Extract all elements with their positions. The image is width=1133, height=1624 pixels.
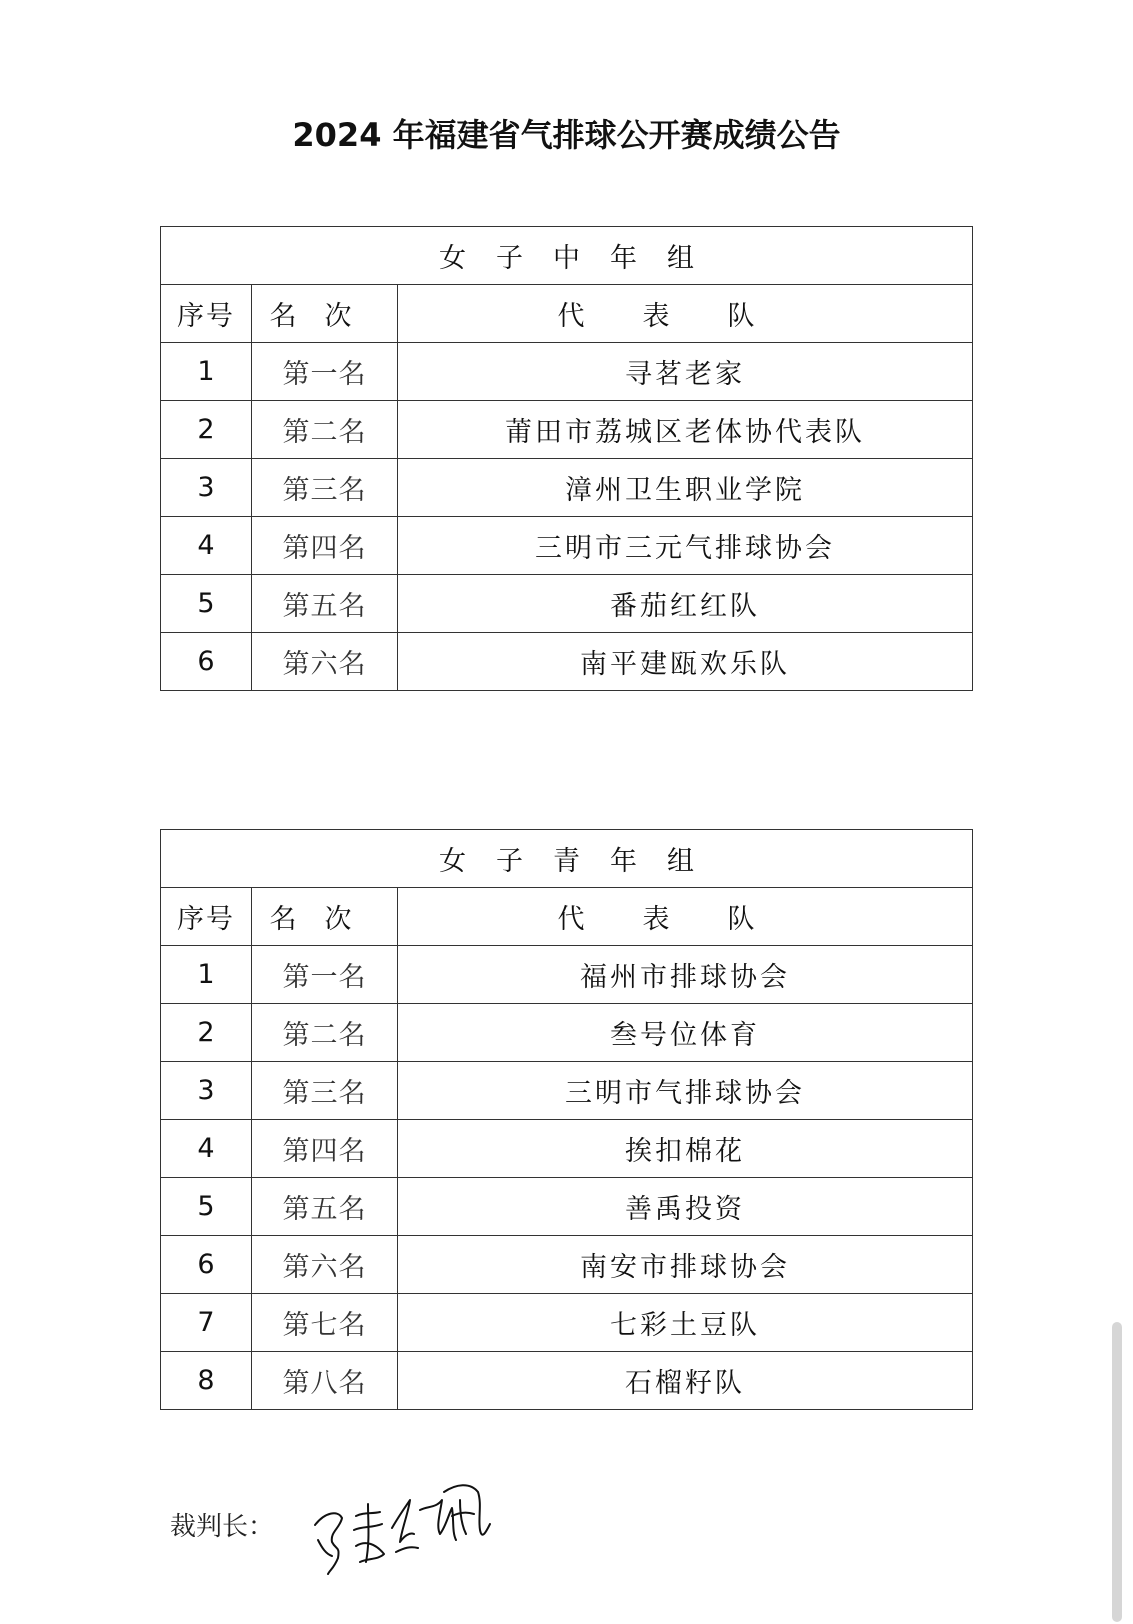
table-row [161, 401, 973, 459]
row-place: 第五名 [252, 1178, 398, 1236]
row-team: 莆田市荔城区老体协代表队 [398, 401, 973, 459]
table-group-row [161, 830, 973, 888]
row-seq: 5 [161, 575, 252, 633]
row-place: 第一名 [252, 343, 398, 401]
row-place: 第七名 [252, 1294, 398, 1352]
row-team: 三明市气排球协会 [398, 1062, 973, 1120]
row-seq: 5 [161, 1178, 252, 1236]
row-place: 第一名 [252, 946, 398, 1004]
row-team: 石榴籽队 [398, 1352, 973, 1410]
header-team: 代表队 [398, 285, 973, 343]
document-title: 2024 年福建省气排球公开赛成绩公告 [292, 116, 841, 154]
row-place: 第二名 [252, 1004, 398, 1062]
row-seq: 1 [161, 343, 252, 401]
header-place: 名次 [252, 888, 398, 946]
row-team: 南平建瓯欢乐队 [398, 633, 973, 691]
row-seq: 4 [161, 517, 252, 575]
row-place: 第三名 [252, 459, 398, 517]
table-row [161, 1178, 973, 1236]
header-place: 名次 [252, 285, 398, 343]
row-place: 第二名 [252, 401, 398, 459]
row-team: 挨扣棉花 [398, 1120, 973, 1178]
row-seq: 2 [161, 1004, 252, 1062]
row-seq: 3 [161, 459, 252, 517]
row-seq: 8 [161, 1352, 252, 1410]
referee-signature [310, 1470, 500, 1580]
row-team: 寻茗老家 [398, 343, 973, 401]
row-place: 第六名 [252, 633, 398, 691]
results-table-middle-aged [160, 226, 973, 691]
table-row [161, 1062, 973, 1120]
table-row [161, 517, 973, 575]
row-seq: 6 [161, 633, 252, 691]
table-row [161, 1294, 973, 1352]
results-table-youth [160, 829, 973, 1410]
table-header-row [161, 285, 973, 343]
row-seq: 6 [161, 1236, 252, 1294]
group-title: 女子中年组 [161, 227, 973, 285]
row-seq: 2 [161, 401, 252, 459]
table-row [161, 459, 973, 517]
header-seq: 序号 [161, 888, 252, 946]
row-team: 番茄红红队 [398, 575, 973, 633]
row-team: 南安市排球协会 [398, 1236, 973, 1294]
table-row [161, 1352, 973, 1410]
row-seq: 7 [161, 1294, 252, 1352]
header-team: 代表队 [398, 888, 973, 946]
referee-label: 裁判长： [170, 1512, 275, 1542]
row-team: 七彩土豆队 [398, 1294, 973, 1352]
row-place: 第四名 [252, 1120, 398, 1178]
row-place: 第四名 [252, 517, 398, 575]
scrollbar[interactable] [1112, 1322, 1122, 1622]
table-row [161, 946, 973, 1004]
table-row [161, 1236, 973, 1294]
row-team: 漳州卫生职业学院 [398, 459, 973, 517]
table-row [161, 633, 973, 691]
table-group-row [161, 227, 973, 285]
table-row [161, 343, 973, 401]
header-seq: 序号 [161, 285, 252, 343]
row-place: 第五名 [252, 575, 398, 633]
row-seq: 1 [161, 946, 252, 1004]
table-row [161, 575, 973, 633]
group-title: 女子青年组 [161, 830, 973, 888]
row-team: 福州市排球协会 [398, 946, 973, 1004]
row-place: 第六名 [252, 1236, 398, 1294]
table-row [161, 1004, 973, 1062]
table-header-row [161, 888, 973, 946]
table-row [161, 1120, 973, 1178]
row-team: 叁号位体育 [398, 1004, 973, 1062]
row-place: 第三名 [252, 1062, 398, 1120]
row-seq: 4 [161, 1120, 252, 1178]
row-team: 三明市三元气排球协会 [398, 517, 973, 575]
row-place: 第八名 [252, 1352, 398, 1410]
row-seq: 3 [161, 1062, 252, 1120]
row-team: 善禹投资 [398, 1178, 973, 1236]
